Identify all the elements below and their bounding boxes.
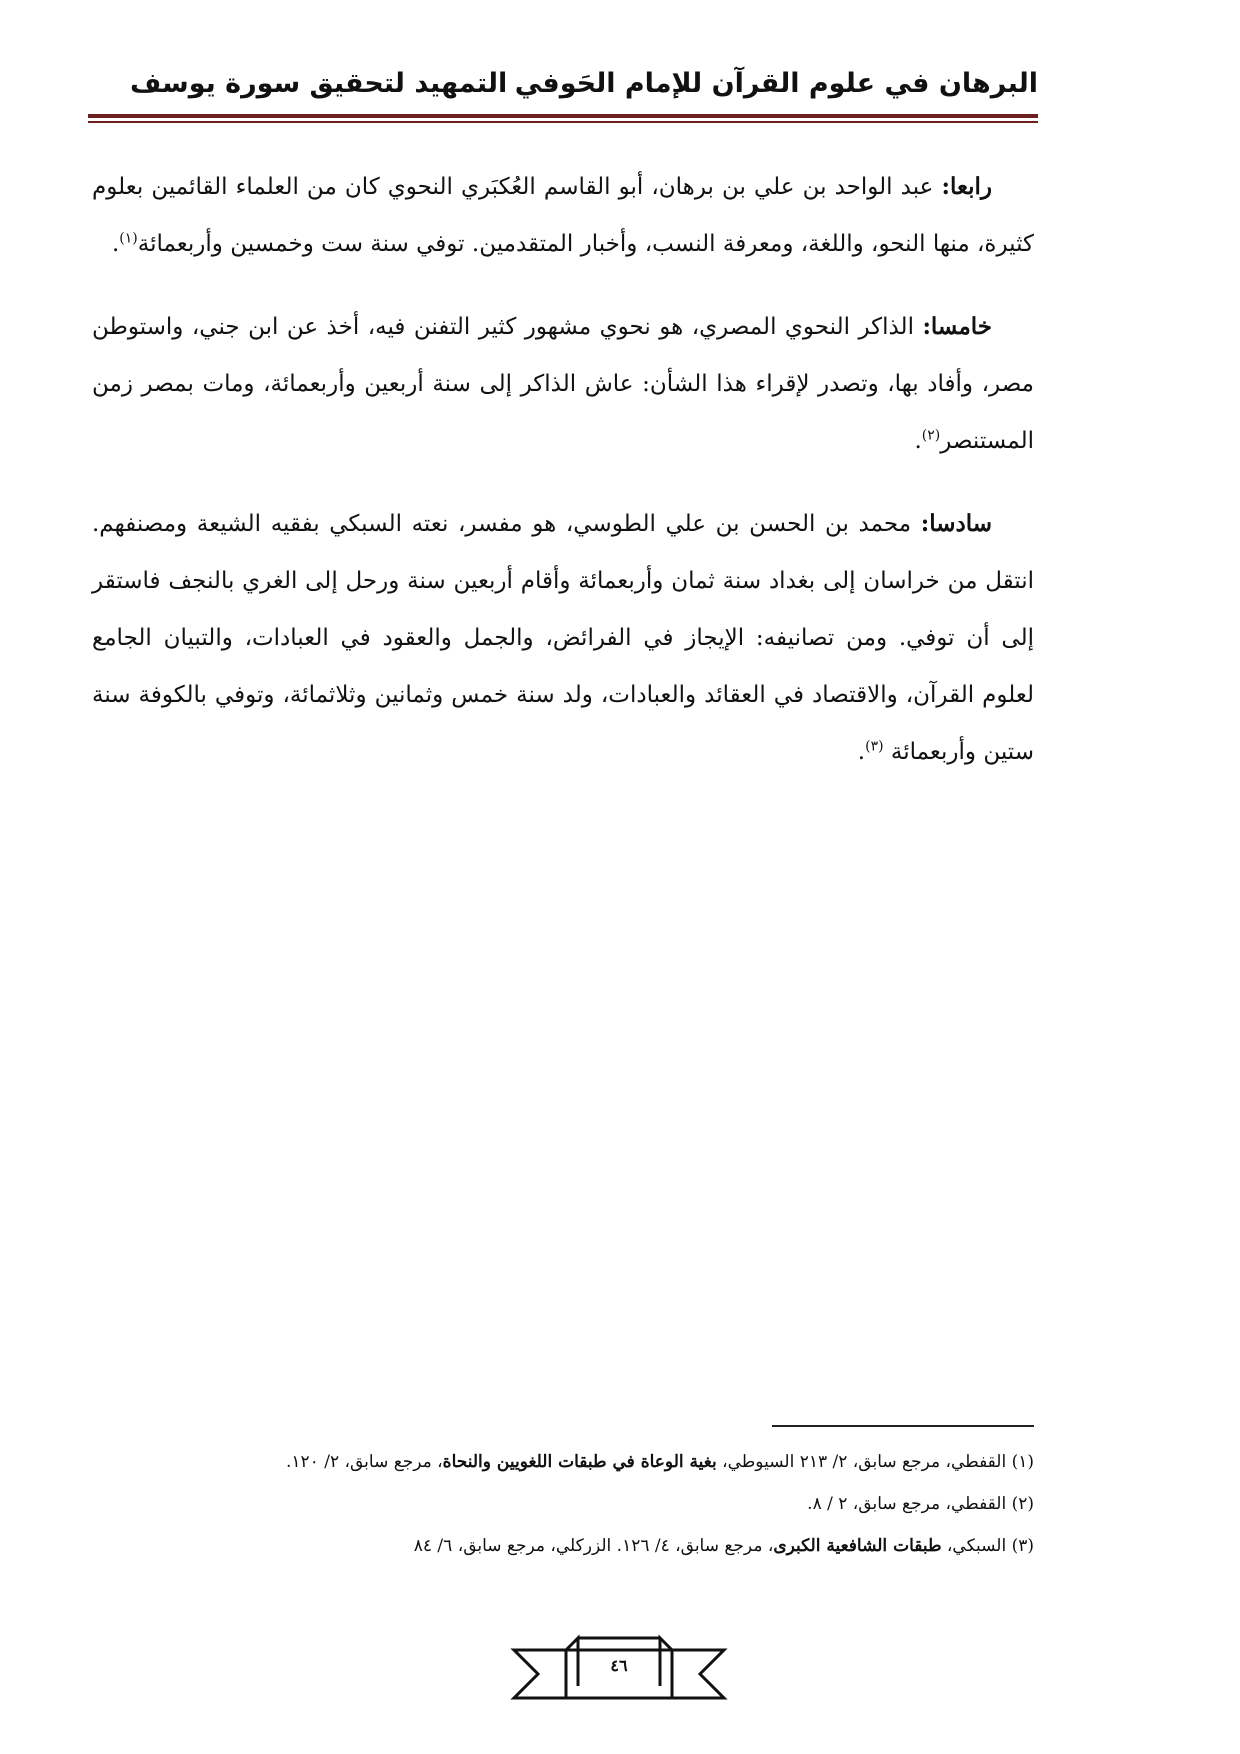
paragraph-text: محمد بن الحسن بن علي الطوسي، هو مفسر، نعته السبكي بفقيه الشيعة ومصنفهم. انتقل من خراسان إلى بغداد سنة ثمان وأربعمائة وأقام أربعين سنة ورحل إلى الغري بالنجف فاستقر إلى أن توفي. ومن تصانيفه: الإيجاز في الفرائض، والجمل والعقود في العبادات، والتبيان الجامع لعلوم القرآن، والاقتصاد في العقائد والعبادات، ولد سنة خمس وثمانين وثلاثمائة، وتوفي بالكوفة سنة ستين وأربعمائة (92, 511, 1034, 765)
footnote-ref[interactable]: (٣) (865, 738, 884, 755)
page-number-ribbon (504, 1628, 734, 1710)
header-rule-thick (88, 114, 1038, 118)
footnote-separator (772, 1425, 1034, 1427)
footnote-text: (٢) القفطي، مرجع سابق، ٢ / ٨. (807, 1494, 1034, 1514)
paragraph-label: رابعا: (941, 173, 992, 200)
paragraph-label: سادسا: (920, 510, 992, 537)
paragraph-fourth (92, 158, 1034, 273)
running-header (88, 68, 1038, 110)
paragraph-fifth (92, 298, 1034, 470)
footnote-text: (٣) السبكي، (941, 1536, 1034, 1556)
paragraph-end: . (857, 739, 866, 765)
footnote-book-title: طبقات الشافعية الكبرى (773, 1536, 942, 1556)
paragraph-text: الذاكر النحوي المصري، هو نحوي مشهور كثير التفنن فيه، أخذ عن ابن جني، واستوطن مصر، وأفاد بها، وتصدر لإقراء هذا الشأن: عاش الذاكر إلى سنة أربعين وأربعمائة، ومات بمصر زمن المستنصر (92, 314, 1034, 454)
footnote-text: ، مرجع سابق، ٤/ ١٢٦. الزركلي، مرجع سابق، ٦/ ٨٤ (413, 1536, 774, 1556)
section-title: التمهيد لتحقيق سورة يوسف (130, 68, 508, 99)
paragraph-text: عبد الواحد بن علي بن برهان، أبو القاسم العُكبَري النحوي كان من العلماء القائمين بعلوم كثيرة، منها النحو، واللغة، ومعرفة النسب، وأخبار المتقدمين. توفي سنة ست وخمسين وأربعمائة (92, 174, 1034, 257)
footnote-book-title: بغية الوعاة في طبقات اللغويين والنحاة (442, 1452, 717, 1472)
footnote-ref[interactable]: (٢) (921, 427, 941, 444)
paragraph-end: . (914, 428, 922, 454)
page-number: ٤٦ (610, 1656, 628, 1675)
footnote-3 (92, 1525, 1034, 1567)
body-text (92, 158, 1034, 806)
paragraph-end: . (111, 231, 120, 257)
book-title: البرهان في علوم القرآن للإمام الحَوفي (514, 68, 1038, 99)
footnote-text: ، مرجع سابق، ٢/ ١٢٠. (286, 1452, 443, 1472)
footnote-ref[interactable]: (١) (119, 230, 138, 247)
paragraph-label: خامسا: (922, 313, 992, 340)
header-rule-thin (88, 121, 1038, 123)
footnote-text: (١) القفطي، مرجع سابق، ٢/ ٢١٣ السيوطي، (716, 1452, 1034, 1472)
footnotes (92, 1441, 1034, 1567)
footnote-1 (92, 1441, 1034, 1483)
footnote-2 (92, 1483, 1034, 1525)
paragraph-sixth (92, 495, 1034, 781)
